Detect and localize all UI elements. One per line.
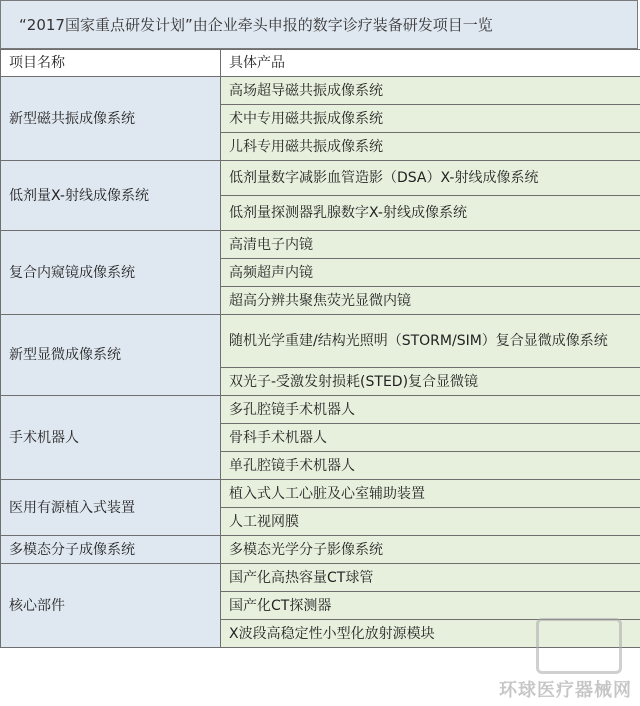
product-cell: 术中专用磁共振成像系统: [221, 105, 640, 133]
product-cell: 多模态光学分子影像系统: [221, 536, 640, 564]
product-cell: 植入式人工心脏及心室辅助装置: [221, 480, 640, 508]
product-cell: 超高分辨共聚焦荧光显微内镜: [221, 287, 640, 315]
product-cell: 多孔腔镜手术机器人: [221, 396, 640, 424]
product-cell: 儿科专用磁共振成像系统: [221, 133, 640, 161]
product-cell: 国产化高热容量CT球管: [221, 564, 640, 592]
table-header-row: [1, 50, 640, 77]
product-cell: 单孔腔镜手术机器人: [221, 452, 640, 480]
table-row: [1, 161, 640, 196]
header-products: 具体产品: [221, 50, 640, 77]
table-row: [1, 77, 640, 105]
product-cell: 双光子-受激发射损耗(STED)复合显微镜: [221, 368, 640, 396]
page-title-text: “2017国家重点研发计划”由企业牵头申报的数字诊疗装备研发项目一览: [19, 16, 493, 34]
project-name-cell: 新型显微成像系统: [1, 315, 221, 396]
project-name-cell: 医用有源植入式装置: [1, 480, 221, 536]
table-row: [1, 564, 640, 592]
project-table: [0, 49, 640, 648]
product-cell: 高频超声内镜: [221, 259, 640, 287]
product-cell: 国产化CT探测器: [221, 592, 640, 620]
project-name-cell: 核心部件: [1, 564, 221, 648]
product-cell: 人工视网膜: [221, 508, 640, 536]
header-project-name: 项目名称: [1, 50, 221, 77]
table-row: [1, 480, 640, 508]
project-name-cell: 多模态分子成像系统: [1, 536, 221, 564]
watermark-text: 环球医疗器械网: [499, 680, 632, 701]
page-title: [0, 0, 638, 49]
table-row: [1, 315, 640, 368]
project-name-cell: 手术机器人: [1, 396, 221, 480]
product-cell: 低剂量探测器乳腺数字X-射线成像系统: [221, 196, 640, 231]
product-cell: 骨科手术机器人: [221, 424, 640, 452]
product-cell: 高清电子内镜: [221, 231, 640, 259]
product-cell: 低剂量数字减影血管造影（DSA）X-射线成像系统: [221, 161, 640, 196]
product-cell: X波段高稳定性小型化放射源模块: [221, 620, 640, 648]
product-cell: 随机光学重建/结构光照明（STORM/SIM）复合显微成像系统: [221, 315, 640, 368]
product-cell: 高场超导磁共振成像系统: [221, 77, 640, 105]
project-name-cell: 新型磁共振成像系统: [1, 77, 221, 161]
project-name-cell: 低剂量X-射线成像系统: [1, 161, 221, 231]
project-name-cell: 复合内窥镜成像系统: [1, 231, 221, 315]
table-row: [1, 536, 640, 564]
table-row: [1, 231, 640, 259]
table-row: [1, 396, 640, 424]
